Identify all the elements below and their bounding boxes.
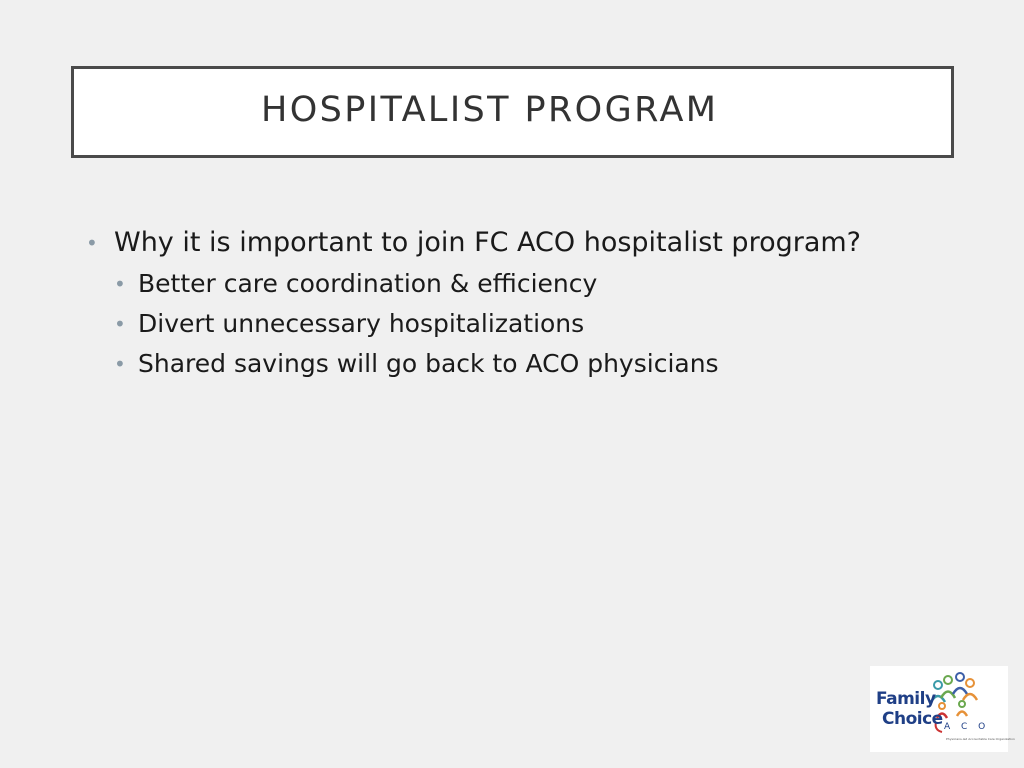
bullet-dot-icon: • — [114, 312, 126, 336]
bullet-dot-icon: • — [114, 272, 126, 296]
logo-word-family: Family — [876, 689, 936, 709]
bullet-text: Divert unnecessary hospitalizations — [138, 309, 585, 338]
sub-bullet-item — [86, 304, 966, 344]
bullet-item — [86, 222, 966, 264]
logo-aco: A C O — [944, 722, 990, 732]
family-choice-aco-logo — [870, 666, 1015, 752]
bullet-list — [86, 222, 966, 384]
logo-word-choice: Choice — [882, 709, 943, 729]
bullet-dot-icon: • — [86, 231, 98, 255]
bullet-dot-icon: • — [114, 352, 126, 376]
logo-tagline: Physicians-led Accountable Care Organization — [946, 737, 1015, 741]
sub-bullet-item — [86, 344, 966, 384]
bullet-text: Better care coordination & efficiency — [138, 269, 598, 298]
sub-bullet-item — [86, 264, 966, 304]
bullet-text: Why it is important to join FC ACO hospitalist program? — [114, 227, 862, 258]
slide-title: HOSPITALIST PROGRAM — [261, 90, 719, 130]
title-box — [71, 66, 954, 158]
bullet-text: Shared savings will go back to ACO physicians — [138, 349, 719, 378]
